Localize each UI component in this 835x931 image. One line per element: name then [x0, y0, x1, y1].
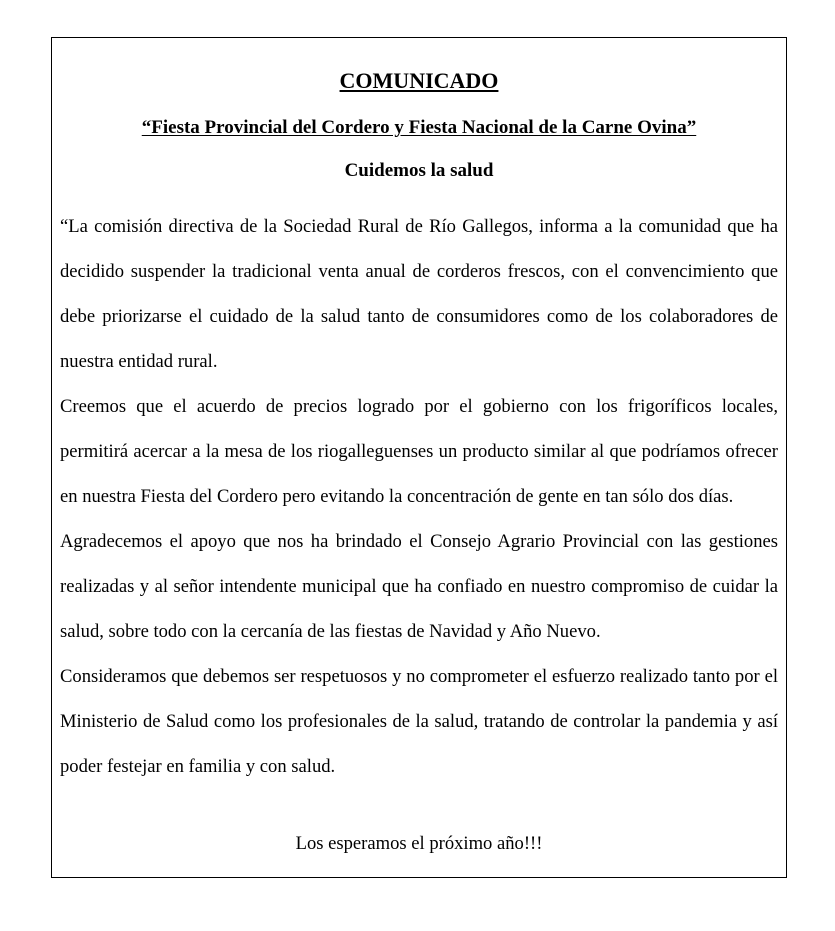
event-subtitle: “Fiesta Provincial del Cordero y Fiesta Nacional de la Carne Ovina”	[141, 117, 697, 138]
document-frame	[51, 37, 787, 878]
document-body	[60, 204, 778, 789]
closing-line: Los esperamos el próximo año!!!	[295, 833, 543, 854]
body-paragraph: Consideramos que debemos ser respetuosos y no comprometer el esfuerzo realizado tanto por el Ministerio de Salud como los profesionales de la salud, tratando de controlar la pandemia y así poder festejar en familia y con salud.	[60, 666, 778, 777]
body-paragraph: Agradecemos el apoyo que nos ha brindado el Consejo Agrario Provincial con las gestiones realizadas y al señor intendente municipal que ha confiado en nuestro compromiso de cuidar la salud, sobre todo con la cercanía de las fiestas de Navidad y Año Nuevo.	[60, 531, 778, 642]
body-paragraph: “La comisión directiva de la Sociedad Rural de Río Gallegos, informa a la comunidad que ha decidido suspender la tradicional venta anual de corderos frescos, con el convencimiento que debe priorizarse el cuidado de la salud tanto de consumidores como de los colaboradores de nuestra entidad rural.	[60, 216, 778, 372]
document-title: COMUNICADO	[339, 68, 499, 93]
body-paragraph: Creemos que el acuerdo de precios logrado por el gobierno con los frigoríficos locales, permitirá acercar a la mesa de los riogalleguenses un producto similar al que podríamos ofrecer en nuestra Fiesta del Cordero pero evitando la concentración de gente en tan sólo dos días.	[60, 396, 778, 507]
section-heading: Cuidemos la salud	[344, 160, 494, 181]
